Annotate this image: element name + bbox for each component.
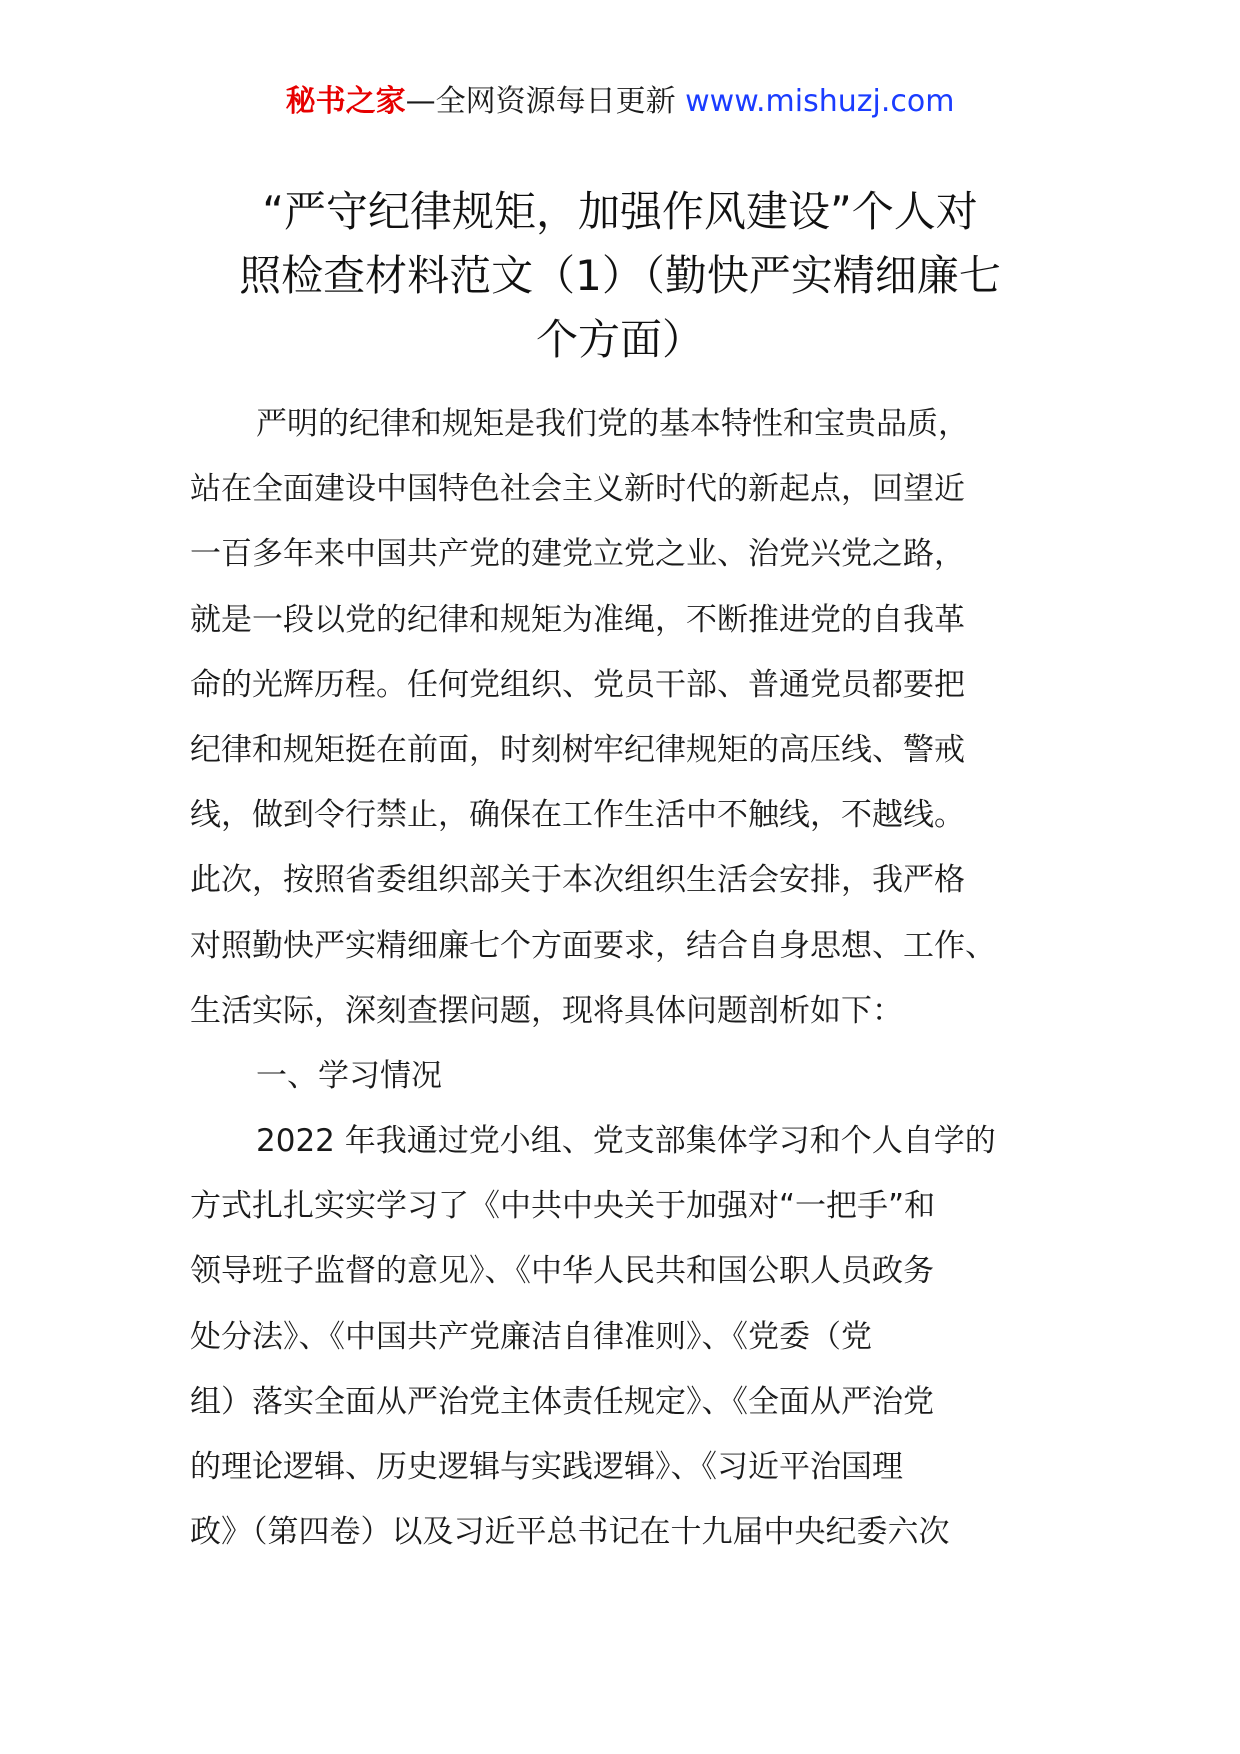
title-line: 个方面） bbox=[535, 315, 704, 364]
document-body bbox=[190, 392, 1070, 1565]
paragraph-line: 站在全面建设中国特色社会主义新时代的新起点，回望近 bbox=[190, 471, 965, 508]
site-header bbox=[0, 82, 1240, 122]
paragraph-line: 的理论逻辑、历史逻辑与实践逻辑》、《习近平治国理 bbox=[190, 1449, 903, 1485]
paragraph-line: 此次，按照省委组织部关于本次组织生活会安排，我严格 bbox=[190, 862, 965, 899]
paragraph-line: 生活实际，深刻查摆问题，现将具体问题剖析如下： bbox=[190, 992, 903, 1029]
paragraph-line: 严明的纪律和规矩是我们党的基本特性和宝贵品质， bbox=[256, 406, 969, 442]
site-slogan: —全网资源每日更新 bbox=[405, 84, 676, 119]
site-brand: 秘书之家 bbox=[285, 84, 406, 119]
paragraph-line: 命的光辉历程。任何党组织、党员干部、普通党员都要把 bbox=[190, 666, 965, 703]
paragraph-line: 政》（第四卷）以及习近平总书记在十九届中央纪委六次 bbox=[190, 1514, 950, 1551]
section-heading: 一、学习情况 bbox=[256, 1057, 442, 1094]
paragraph-line: 纪律和规矩挺在前面，时刻树牢纪律规矩的高压线、警戒 bbox=[190, 731, 965, 768]
paragraph-line: 线，做到令行禁止，确保在工作生活中不触线，不越线。 bbox=[190, 797, 965, 834]
paragraph-line: 领导班子监督的意见》、《中华人民共和国公职人员政务 bbox=[190, 1253, 934, 1290]
title-line: “严守纪律规矩，加强作风建设”个人对 bbox=[262, 187, 978, 236]
title-line: 照检查材料范文（1）（勤快严实精细廉七 bbox=[239, 251, 1001, 300]
paragraph-line: 方式扎扎实实学习了《中共中央关于加强对“一把手”和 bbox=[190, 1188, 936, 1225]
site-url-link[interactable]: www.mishuzj.com bbox=[685, 84, 955, 119]
paragraph-line: 2022 年我通过党小组、党支部集体学习和个人自学的 bbox=[256, 1123, 996, 1160]
paragraph-line: 对照勤快严实精细廉七个方面要求，结合自身思想、工作、 bbox=[190, 927, 996, 964]
document-title bbox=[150, 180, 1090, 372]
paragraph-line: 组）落实全面从严治党主体责任规定》、《全面从严治党 bbox=[190, 1383, 934, 1420]
paragraph-line: 一百多年来中国共产党的建党立党之业、治党兴党之路， bbox=[190, 536, 965, 573]
paragraph-line: 处分法》、《中国共产党廉洁自律准则》、《党委（党 bbox=[190, 1318, 872, 1355]
paragraph-line: 就是一段以党的纪律和规矩为准绳，不断推进党的自我革 bbox=[190, 601, 965, 638]
